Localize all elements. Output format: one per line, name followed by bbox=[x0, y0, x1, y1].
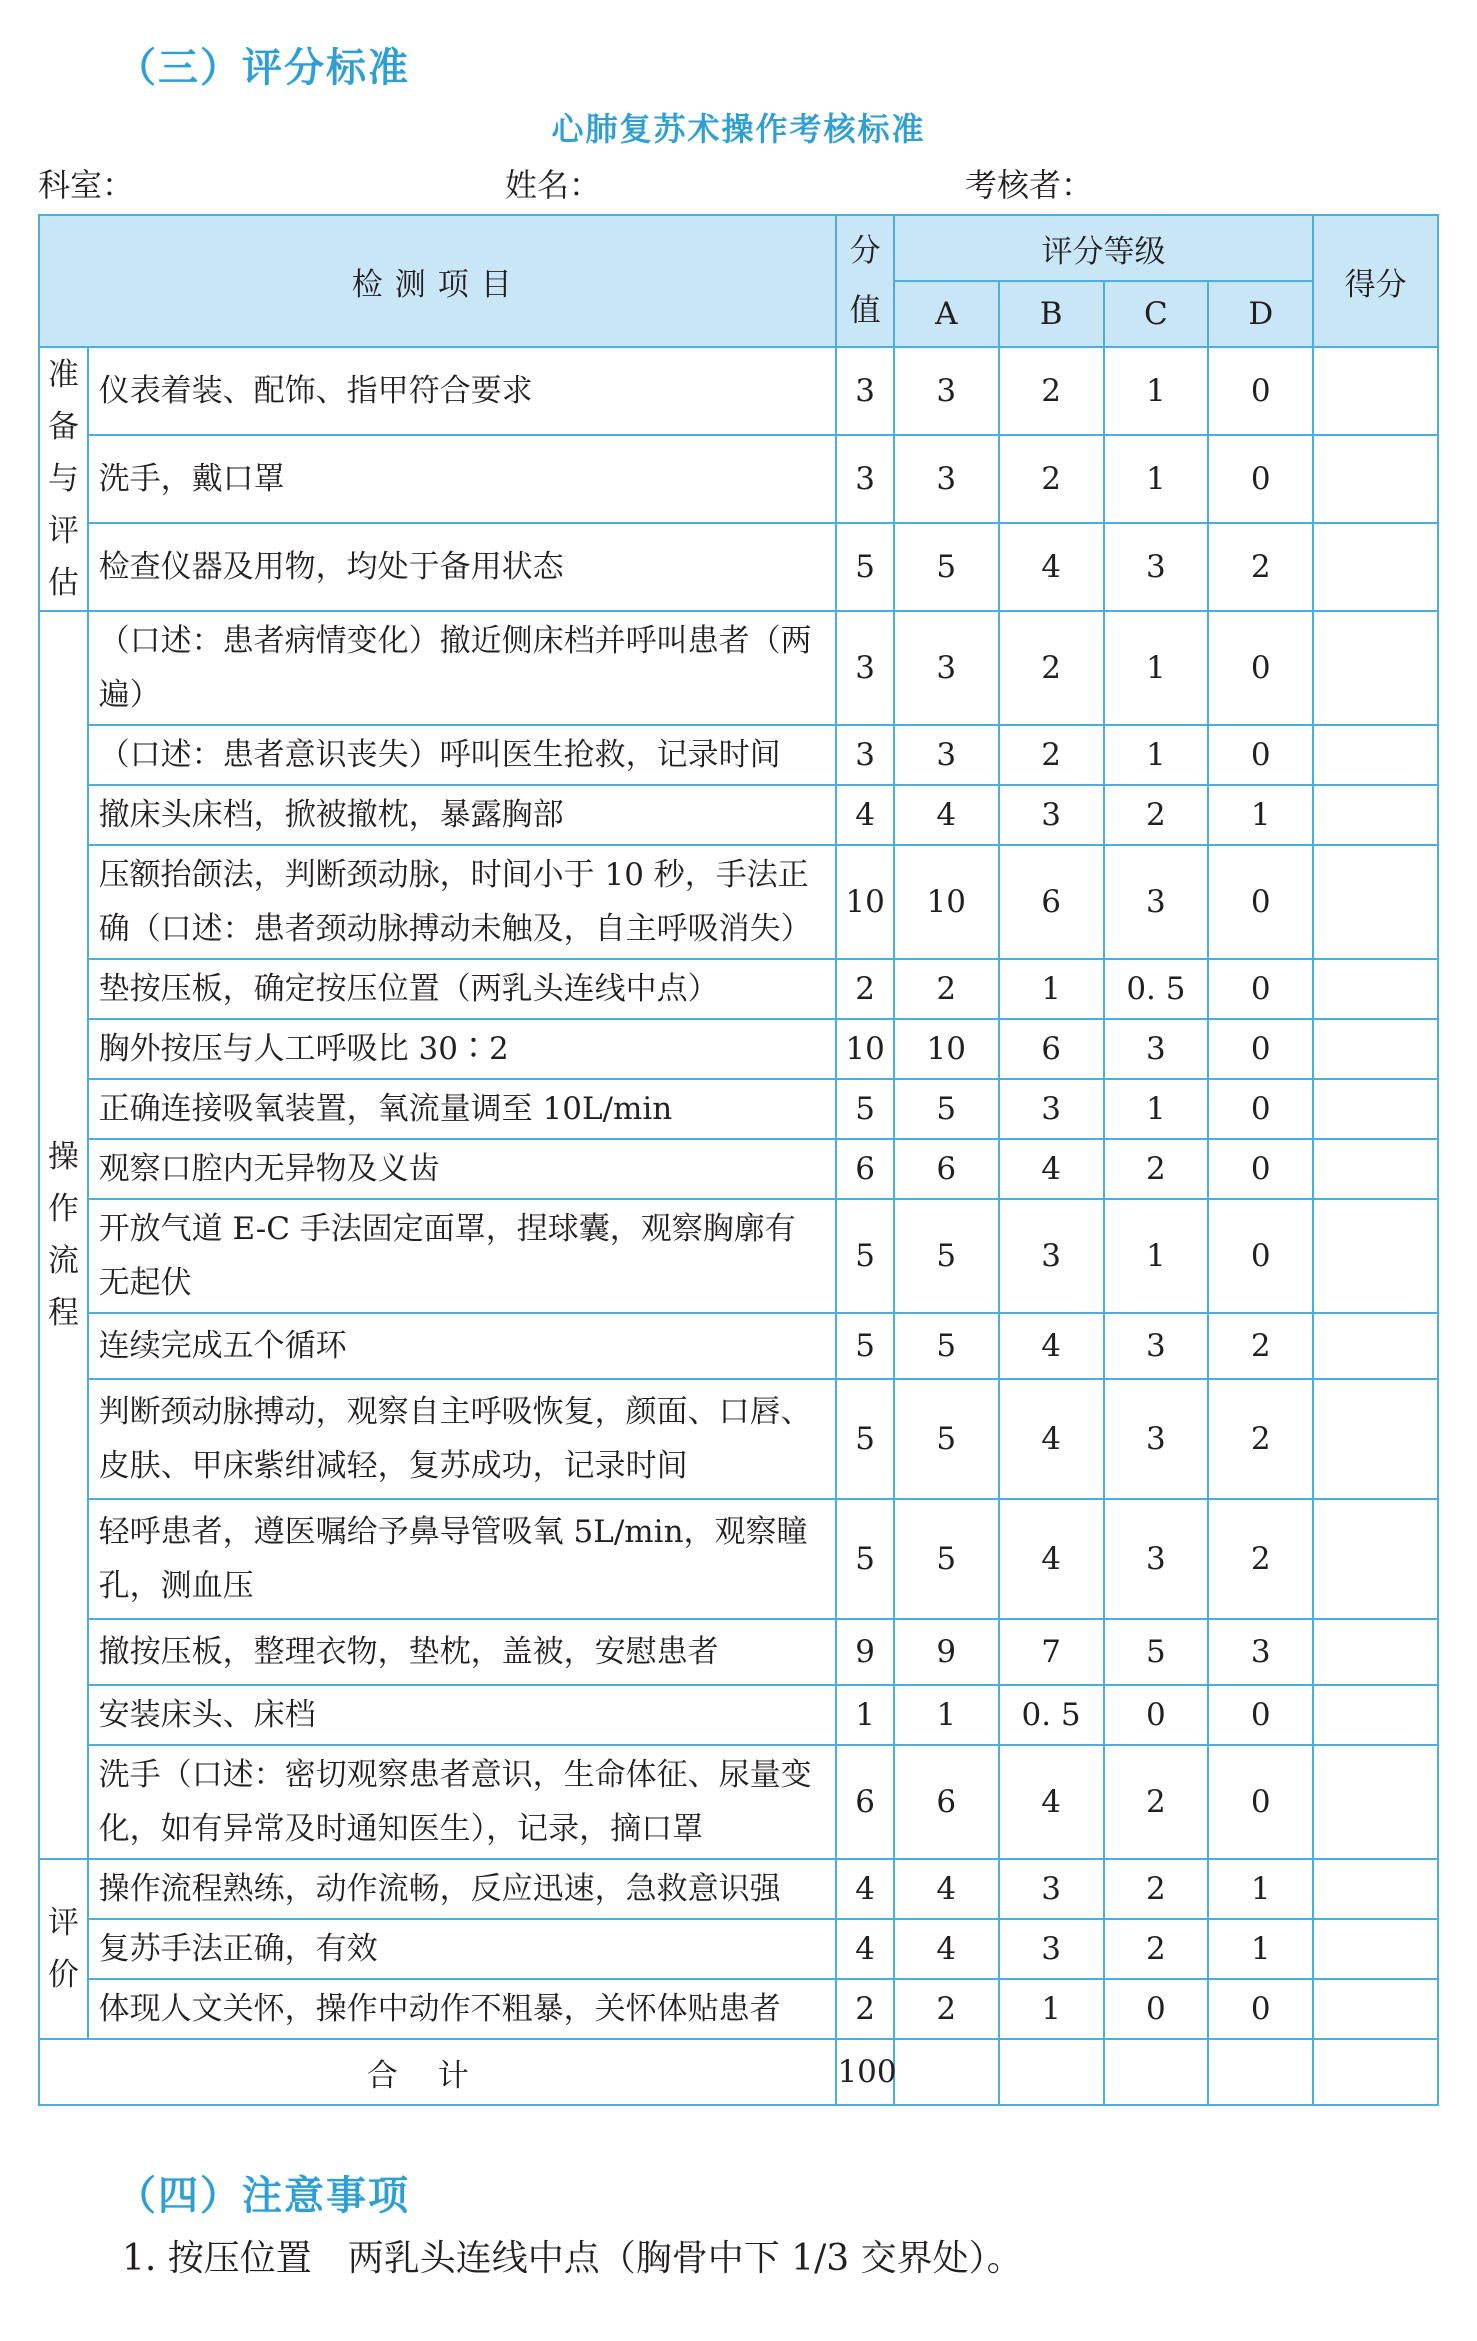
grade-b-cell: 3 bbox=[999, 1859, 1104, 1919]
grade-b-cell: 0. 5 bbox=[999, 1685, 1104, 1745]
grade-d-cell: 0 bbox=[1208, 347, 1313, 435]
grade-b-cell: 7 bbox=[999, 1619, 1104, 1685]
total-grade-b bbox=[999, 2039, 1104, 2105]
grade-c-cell: 5 bbox=[1104, 1619, 1209, 1685]
got-cell bbox=[1313, 1079, 1438, 1139]
got-cell bbox=[1313, 523, 1438, 611]
grade-d-cell: 0 bbox=[1208, 845, 1313, 959]
got-cell bbox=[1313, 1499, 1438, 1619]
score-cell: 3 bbox=[836, 347, 893, 435]
grade-b-cell: 1 bbox=[999, 1979, 1104, 2039]
grade-c-cell: 3 bbox=[1104, 1379, 1209, 1499]
got-cell bbox=[1313, 1619, 1438, 1685]
total-grade-c bbox=[1104, 2039, 1209, 2105]
grade-a-cell: 3 bbox=[894, 725, 999, 785]
grade-d-cell: 0 bbox=[1208, 1139, 1313, 1199]
header-item: 检测项目 bbox=[39, 215, 836, 347]
grade-a-cell: 5 bbox=[894, 1199, 999, 1313]
score-cell: 4 bbox=[836, 1919, 893, 1979]
item-cell: 体现人文关怀，操作中动作不粗暴，关怀体贴患者 bbox=[88, 1979, 837, 2039]
total-got bbox=[1313, 2039, 1438, 2105]
grade-b-cell: 2 bbox=[999, 347, 1104, 435]
grade-d-cell: 1 bbox=[1208, 1859, 1313, 1919]
grade-d-cell: 1 bbox=[1208, 1919, 1313, 1979]
grade-a-cell: 5 bbox=[894, 1499, 999, 1619]
grade-a-cell: 3 bbox=[894, 611, 999, 725]
grade-a-cell: 6 bbox=[894, 1139, 999, 1199]
item-cell: 开放气道 E-C 手法固定面罩，捏球囊，观察胸廓有无起伏 bbox=[88, 1199, 837, 1313]
header-grades: 评分等级 bbox=[894, 215, 1313, 281]
grade-a-cell: 3 bbox=[894, 347, 999, 435]
score-cell: 5 bbox=[836, 1313, 893, 1379]
got-cell bbox=[1313, 1139, 1438, 1199]
grade-b-cell: 6 bbox=[999, 1019, 1104, 1079]
item-cell: 复苏手法正确，有效 bbox=[88, 1919, 837, 1979]
table-row bbox=[39, 959, 1438, 1019]
grade-d-cell: 2 bbox=[1208, 1499, 1313, 1619]
grade-d-cell: 0 bbox=[1208, 959, 1313, 1019]
item-cell: （口述：患者病情变化）撤近侧床档并呼叫患者（两遍） bbox=[88, 611, 837, 725]
got-cell bbox=[1313, 845, 1438, 959]
grade-d-cell: 3 bbox=[1208, 1619, 1313, 1685]
grade-c-cell: 3 bbox=[1104, 1019, 1209, 1079]
grade-a-cell: 10 bbox=[894, 845, 999, 959]
table-row bbox=[39, 1685, 1438, 1745]
score-cell: 3 bbox=[836, 725, 893, 785]
total-label: 合计 bbox=[39, 2039, 836, 2105]
grade-d-cell: 0 bbox=[1208, 725, 1313, 785]
got-cell bbox=[1313, 959, 1438, 1019]
score-cell: 6 bbox=[836, 1139, 893, 1199]
score-cell: 5 bbox=[836, 1079, 893, 1139]
item-cell: 胸外按压与人工呼吸比 30∶2 bbox=[88, 1019, 837, 1079]
table-row bbox=[39, 611, 1438, 725]
item-cell: 垫按压板，确定按压位置（两乳头连线中点） bbox=[88, 959, 837, 1019]
table-row bbox=[39, 1859, 1438, 1919]
category-cell: 操作流程 bbox=[39, 611, 88, 1859]
section-4-title: （四）注意事项 bbox=[116, 2173, 410, 2219]
grade-c-cell: 2 bbox=[1104, 785, 1209, 845]
grade-d-cell: 2 bbox=[1208, 1313, 1313, 1379]
grade-b-cell: 3 bbox=[999, 1919, 1104, 1979]
grade-b-cell: 4 bbox=[999, 1379, 1104, 1499]
item-cell: 轻呼患者，遵医嘱给予鼻导管吸氧 5L/min，观察瞳孔，测血压 bbox=[88, 1499, 837, 1619]
grade-c-cell: 1 bbox=[1104, 725, 1209, 785]
score-cell: 5 bbox=[836, 1199, 893, 1313]
total-score: 100 bbox=[836, 2039, 893, 2105]
grade-d-cell: 0 bbox=[1208, 435, 1313, 523]
got-cell bbox=[1313, 1979, 1438, 2039]
item-cell: 连续完成五个循环 bbox=[88, 1313, 837, 1379]
grade-b-cell: 3 bbox=[999, 1199, 1104, 1313]
table-row bbox=[39, 1379, 1438, 1499]
grade-a-cell: 2 bbox=[894, 959, 999, 1019]
grade-a-cell: 5 bbox=[894, 523, 999, 611]
table-row bbox=[39, 845, 1438, 959]
dept-label: 科室： bbox=[38, 166, 135, 204]
grade-c-cell: 3 bbox=[1104, 1499, 1209, 1619]
grade-b-cell: 4 bbox=[999, 523, 1104, 611]
table-row bbox=[39, 347, 1438, 435]
grade-b-cell: 2 bbox=[999, 725, 1104, 785]
score-cell: 5 bbox=[836, 1379, 893, 1499]
examiner-label: 考核者： bbox=[965, 166, 1094, 204]
grade-c-cell: 2 bbox=[1104, 1139, 1209, 1199]
grade-b-cell: 4 bbox=[999, 1139, 1104, 1199]
got-cell bbox=[1313, 1199, 1438, 1313]
grade-c-cell: 0. 5 bbox=[1104, 959, 1209, 1019]
item-cell: 洗手，戴口罩 bbox=[88, 435, 837, 523]
grade-c-cell: 1 bbox=[1104, 1199, 1209, 1313]
grade-c-cell: 0 bbox=[1104, 1685, 1209, 1745]
item-cell: 安装床头、床档 bbox=[88, 1685, 837, 1745]
score-cell: 4 bbox=[836, 785, 893, 845]
grade-c-cell: 2 bbox=[1104, 1919, 1209, 1979]
header-grade-c: C bbox=[1104, 281, 1209, 347]
section-3-title: （三）评分标准 bbox=[116, 45, 410, 91]
score-cell: 3 bbox=[836, 611, 893, 725]
score-cell: 9 bbox=[836, 1619, 893, 1685]
got-cell bbox=[1313, 1313, 1438, 1379]
got-cell bbox=[1313, 1685, 1438, 1745]
table-row bbox=[39, 1313, 1438, 1379]
score-cell: 6 bbox=[836, 1745, 893, 1859]
item-cell: 观察口腔内无异物及义齿 bbox=[88, 1139, 837, 1199]
score-cell: 5 bbox=[836, 1499, 893, 1619]
grade-b-cell: 4 bbox=[999, 1745, 1104, 1859]
grade-a-cell: 4 bbox=[894, 785, 999, 845]
grade-d-cell: 1 bbox=[1208, 785, 1313, 845]
got-cell bbox=[1313, 725, 1438, 785]
item-cell: 正确连接吸氧装置，氧流量调至 10L/min bbox=[88, 1079, 837, 1139]
grade-c-cell: 1 bbox=[1104, 611, 1209, 725]
item-cell: 撤床头床档，掀被撤枕，暴露胸部 bbox=[88, 785, 837, 845]
grade-a-cell: 4 bbox=[894, 1859, 999, 1919]
got-cell bbox=[1313, 1919, 1438, 1979]
grade-b-cell: 2 bbox=[999, 611, 1104, 725]
table-row bbox=[39, 725, 1438, 785]
item-cell: 仪表着装、配饰、指甲符合要求 bbox=[88, 347, 837, 435]
grade-d-cell: 0 bbox=[1208, 611, 1313, 725]
got-cell bbox=[1313, 1379, 1438, 1499]
score-cell: 3 bbox=[836, 435, 893, 523]
score-cell: 2 bbox=[836, 1979, 893, 2039]
got-cell bbox=[1313, 1859, 1438, 1919]
grade-c-cell: 1 bbox=[1104, 347, 1209, 435]
score-cell: 1 bbox=[836, 1685, 893, 1745]
grade-c-cell: 2 bbox=[1104, 1745, 1209, 1859]
got-cell bbox=[1313, 1745, 1438, 1859]
item-cell: 撤按压板，整理衣物，垫枕，盖被，安慰患者 bbox=[88, 1619, 837, 1685]
table-row bbox=[39, 435, 1438, 523]
got-cell bbox=[1313, 611, 1438, 725]
table-row bbox=[39, 1019, 1438, 1079]
grade-a-cell: 2 bbox=[894, 1979, 999, 2039]
got-cell bbox=[1313, 347, 1438, 435]
item-cell: （口述：患者意识丧失）呼叫医生抢救，记录时间 bbox=[88, 725, 837, 785]
score-cell: 5 bbox=[836, 523, 893, 611]
score-cell: 4 bbox=[836, 1859, 893, 1919]
grade-b-cell: 3 bbox=[999, 1079, 1104, 1139]
grade-b-cell: 6 bbox=[999, 845, 1104, 959]
header-grade-b: B bbox=[999, 281, 1104, 347]
grade-b-cell: 3 bbox=[999, 785, 1104, 845]
item-cell: 检查仪器及用物，均处于备用状态 bbox=[88, 523, 837, 611]
grade-c-cell: 1 bbox=[1104, 435, 1209, 523]
grade-c-cell: 1 bbox=[1104, 1079, 1209, 1139]
got-cell bbox=[1313, 435, 1438, 523]
grade-d-cell: 0 bbox=[1208, 1685, 1313, 1745]
score-cell: 10 bbox=[836, 1019, 893, 1079]
header-grade-d: D bbox=[1208, 281, 1313, 347]
grade-b-cell: 4 bbox=[999, 1499, 1104, 1619]
grade-c-cell: 3 bbox=[1104, 1313, 1209, 1379]
item-cell: 判断颈动脉搏动，观察自主呼吸恢复，颜面、口唇、皮肤、甲床紫绀减轻，复苏成功，记录时间 bbox=[88, 1379, 837, 1499]
grade-d-cell: 0 bbox=[1208, 1019, 1313, 1079]
header-score: 分值 bbox=[836, 215, 893, 347]
category-cell: 准备与评估 bbox=[39, 347, 88, 611]
score-cell: 10 bbox=[836, 845, 893, 959]
table-row bbox=[39, 1139, 1438, 1199]
table-row bbox=[39, 1079, 1438, 1139]
total-grade-d bbox=[1208, 2039, 1313, 2105]
grade-a-cell: 5 bbox=[894, 1313, 999, 1379]
note-1: 1. 按压位置 两乳头连线中点（胸骨中下 1/3 交界处）。 bbox=[122, 2238, 1023, 2279]
grade-a-cell: 9 bbox=[894, 1619, 999, 1685]
table-row bbox=[39, 1199, 1438, 1313]
total-grade-a bbox=[894, 2039, 999, 2105]
table-row bbox=[39, 1499, 1438, 1619]
item-cell: 压额抬颌法，判断颈动脉，时间小于 10 秒，手法正确（口述：患者颈动脉搏动未触及，自主呼吸消失） bbox=[88, 845, 837, 959]
grade-d-cell: 0 bbox=[1208, 1979, 1313, 2039]
grade-b-cell: 4 bbox=[999, 1313, 1104, 1379]
grade-d-cell: 0 bbox=[1208, 1199, 1313, 1313]
grade-a-cell: 3 bbox=[894, 435, 999, 523]
table-row bbox=[39, 1619, 1438, 1685]
got-cell bbox=[1313, 1019, 1438, 1079]
scoring-table bbox=[38, 214, 1439, 2106]
score-cell: 2 bbox=[836, 959, 893, 1019]
grade-d-cell: 0 bbox=[1208, 1079, 1313, 1139]
grade-a-cell: 5 bbox=[894, 1379, 999, 1499]
header-grade-a: A bbox=[894, 281, 999, 347]
category-cell: 评价 bbox=[39, 1859, 88, 2039]
table-row bbox=[39, 523, 1438, 611]
table-title: 心肺复苏术操作考核标准 bbox=[551, 110, 926, 148]
table-row bbox=[39, 1979, 1438, 2039]
grade-c-cell: 0 bbox=[1104, 1979, 1209, 2039]
grade-c-cell: 2 bbox=[1104, 1859, 1209, 1919]
grade-a-cell: 4 bbox=[894, 1919, 999, 1979]
item-cell: 操作流程熟练，动作流畅，反应迅速，急救意识强 bbox=[88, 1859, 837, 1919]
grade-a-cell: 1 bbox=[894, 1685, 999, 1745]
table-row bbox=[39, 1919, 1438, 1979]
grade-d-cell: 2 bbox=[1208, 523, 1313, 611]
grade-a-cell: 10 bbox=[894, 1019, 999, 1079]
header-got: 得分 bbox=[1313, 215, 1438, 347]
grade-a-cell: 5 bbox=[894, 1079, 999, 1139]
name-label: 姓名： bbox=[505, 166, 602, 204]
grade-a-cell: 6 bbox=[894, 1745, 999, 1859]
table-row bbox=[39, 1745, 1438, 1859]
grade-b-cell: 2 bbox=[999, 435, 1104, 523]
got-cell bbox=[1313, 785, 1438, 845]
grade-d-cell: 2 bbox=[1208, 1379, 1313, 1499]
grade-c-cell: 3 bbox=[1104, 845, 1209, 959]
grade-b-cell: 1 bbox=[999, 959, 1104, 1019]
grade-d-cell: 0 bbox=[1208, 1745, 1313, 1859]
table-row bbox=[39, 785, 1438, 845]
grade-c-cell: 3 bbox=[1104, 523, 1209, 611]
item-cell: 洗手（口述：密切观察患者意识，生命体征、尿量变化，如有异常及时通知医生），记录，摘口罩 bbox=[88, 1745, 837, 1859]
